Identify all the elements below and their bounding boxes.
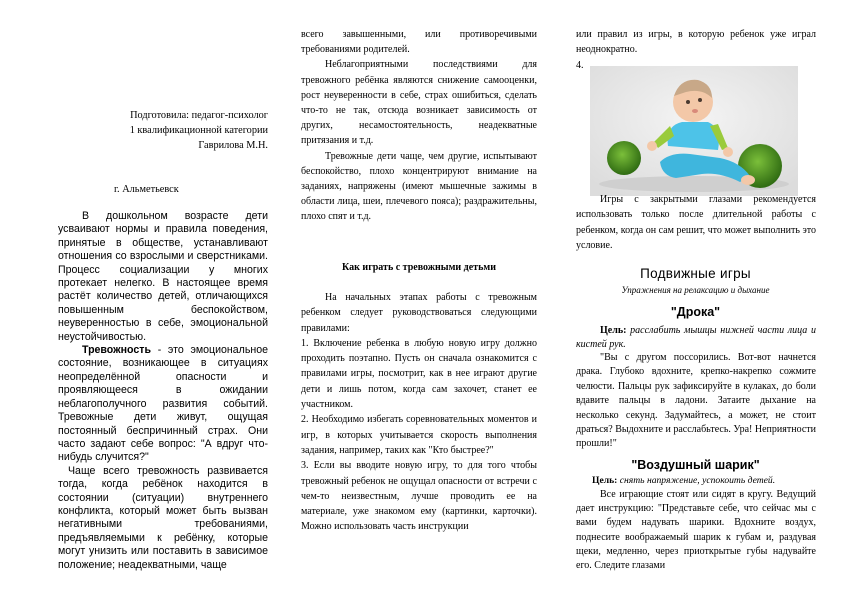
col2-rules bbox=[301, 290, 537, 535]
rule-item: 1. Включение ребенка в любую новую игру должно проходить поэтапно. Пусть он сначала ознакомится с правилами игры, посмотрит, как в нее играют другие дети и лишь потом, когда сам захочет, станет ее участником. bbox=[301, 337, 537, 411]
definition-text: - это эмоциональное состояние, возникающее в ситуациях неопределённой опасности и проявляющееся в ожидании неблагополучного развития событий. Тревожные дети живут, ощущая постоянный беспричинный страх. Они часто задают себе вопрос: "А вдруг что-нибудь случится?" bbox=[58, 344, 268, 464]
goal-text: расслабить мышцы нижней части лица и кистей рук. bbox=[576, 325, 816, 350]
game1-goal bbox=[576, 324, 816, 352]
city: г. Альметьевск bbox=[114, 184, 179, 195]
definition-paragraph bbox=[58, 344, 268, 465]
closed-eyes-paragraph: Игры с закрытыми глазами рекомендуется использовать только после длительной работы с ребенком, когда он сам решит, что может выполнить это условие. bbox=[576, 194, 816, 251]
rule-4-label: 4. bbox=[576, 59, 584, 71]
prepared-by-line: Подготовила: педагог-психолог bbox=[130, 110, 268, 121]
prepared-by bbox=[78, 108, 268, 153]
col1-body bbox=[58, 210, 268, 572]
goal-label: Цель: bbox=[600, 325, 627, 336]
rule-item: 2. Необходимо избегать соревновательных моментов и игр, в которых учитывается скорость выполнения задания, например, таких как "Кто быстрее?" bbox=[301, 414, 537, 456]
baby-photo bbox=[590, 66, 798, 196]
col2-top bbox=[301, 27, 537, 225]
game2-goal bbox=[576, 474, 816, 488]
consequences-paragraph: Неблагоприятными последствиями для тревожного ребёнка являются снижение самооценки, рост неуверенности в себе, страх ошибиться, сделать что-то не так, отсюда возникает зависимость от других, несамостоятельность, неадекватные притязания и т.д. bbox=[301, 59, 537, 147]
game1-title: "Дрока" bbox=[670, 305, 721, 319]
col3-closed-eyes bbox=[576, 192, 816, 253]
conflict-paragraph: Чаще всего тревожность развивается тогда, когда ребёнок находится в состоянии (ситуации) внутреннего конфликта, который может быть вызван негативными требованиями, предъявляемыми к ребёнку, которые могут унизить или поставить в зависимое положение; неадекватными, чаще bbox=[58, 464, 268, 571]
game1-text: "Вы с другом поссорились. Вот-вот начнется драка. Глубоко вдохните, крепко-накрепко сожмите челюсти. Пальцы рук зафиксируйте в кулаках, до боли вдавите пальцы в ладони. Затаите дыхание на несколько секунд. Задумайтесь, а может, не стоит драться? Выдохните и расслабьтесь. Ура! Неприятности прошли!" bbox=[576, 352, 816, 450]
goal-label: Цель: bbox=[592, 475, 618, 486]
column-3 bbox=[573, 0, 818, 595]
how-to-play-heading: Как играть с тревожными детьми bbox=[342, 262, 496, 273]
left-bush bbox=[607, 141, 641, 175]
continuation-paragraph: или правил из игры, в которую ребенок уже играл неоднократно. bbox=[576, 29, 816, 56]
section-subtitle: Упражнения на релаксацию и дыхание bbox=[621, 285, 770, 295]
prepared-by-line: 1 квалификационной категории bbox=[129, 125, 268, 136]
column-2 bbox=[297, 0, 541, 595]
rule-item: 3. Если вы вводите новую игру, то для того чтобы тревожный ребенок не ощущал опасности от встречи с чем-то неизвестным, лучше проводить ее на материале, уже знакомом ему (картинки, карточки). Можно использовать часть инструкции bbox=[301, 460, 537, 533]
continuation-paragraph: всего завышенными, или противоречивыми требованиями родителей. bbox=[301, 29, 537, 56]
prepared-by-line: Гаврилова М.Н. bbox=[198, 140, 268, 151]
term: Тревожность bbox=[82, 344, 151, 357]
rules-intro: На начальных этапах работы с тревожным ребенком следует руководствоваться следующими правилами: bbox=[301, 292, 537, 334]
game2-title: "Воздушный шарик" bbox=[631, 458, 760, 472]
game2-text: Все играющие стоят или сидят в кругу. Ведущий дает инструкцию: "Представьте себе, что сейчас мы с вами будем надувать шарики. Вдохните воздух, поднесите воображаемый шарик к губам и, раздувая щеки, медленно, через приоткрытые губы надувайте его. Следите глазами bbox=[576, 489, 816, 572]
column-1 bbox=[48, 0, 276, 595]
section-title: Подвижные игры bbox=[640, 266, 751, 281]
intro-paragraph: В дошкольном возрасте дети усваивают нормы и правила поведения, принятые в обществе, устанавливают отношения со взрослыми и сверстниками. Процесс социализации у многих протекает нелегко. В настоящее время растёт количество детей, отличающихся повышенным беспокойством, неуверенностью в себе, эмоциональной неустойчивостью. bbox=[58, 210, 268, 343]
goal-text: снять напряжение, успокоить детей. bbox=[617, 475, 776, 486]
traits-paragraph: Тревожные дети чаще, чем другие, испытывают беспокойство, плохо концентрируют внимание на заданиях, напряжены (имеют мышечные зажимы в области лица, шеи, плечевого пояса); раздражительны, плохо спят и т.д. bbox=[301, 150, 537, 223]
